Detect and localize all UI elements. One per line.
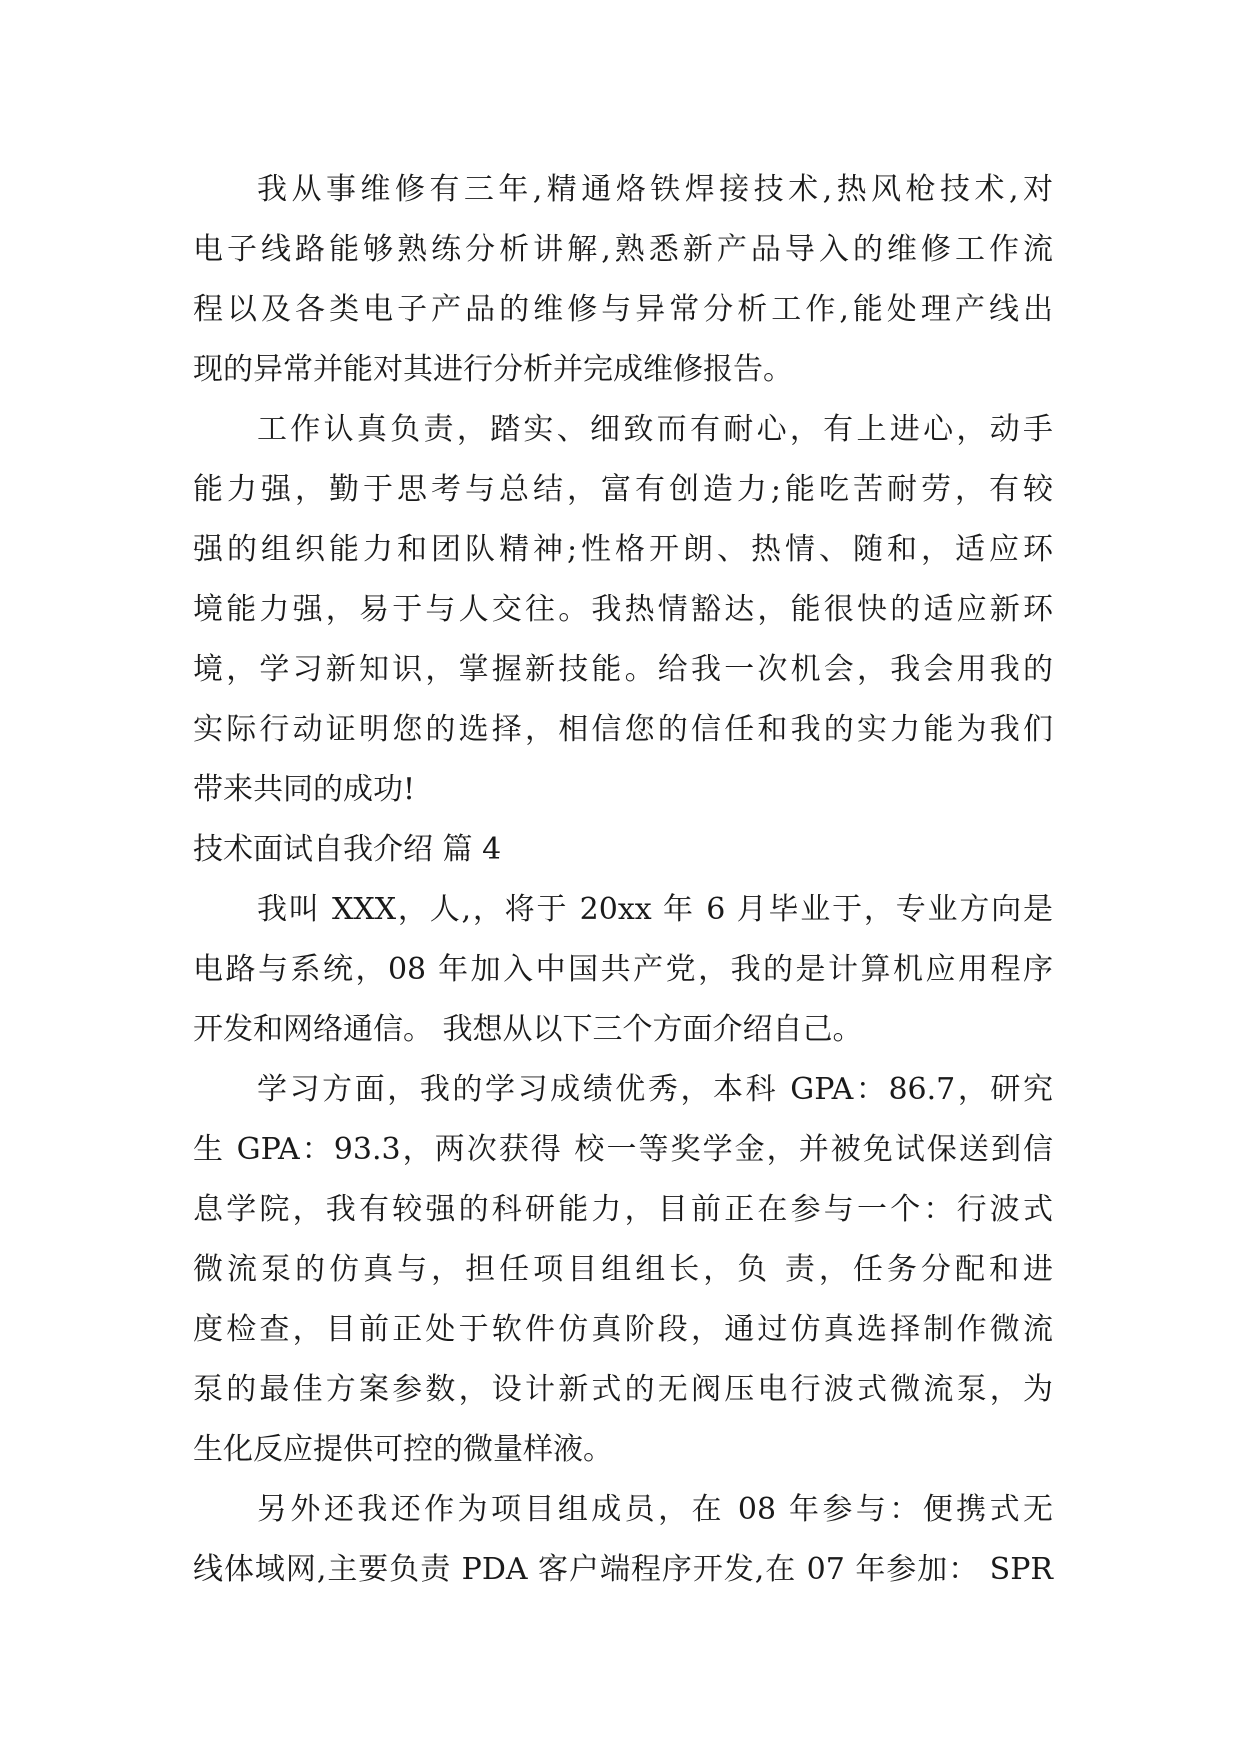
text-line-10: 实际行动证明您的选择，相信您的信任和我的实力能为我们 [193,712,1053,747]
text-line-23: 另外还我还作为项目组成员，在 08 年参与：便携式无 [257,1492,1053,1527]
text-line-2: 电子线路能够熟练分析讲解,熟悉新产品导入的维修工作流 [193,232,1053,267]
text-line-21: 泵的最佳方案参数，设计新式的无阀压电行波式微流泵，为 [193,1372,1053,1407]
text-line-18: 息学院，我有较强的科研能力，目前正在参与一个：行波式 [193,1192,1053,1227]
text-line-5: 工作认真负责，踏实、细致而有耐心，有上进心，动手 [257,412,1053,447]
text-line-8: 境能力强，易于与人交往。我热情豁达，能很快的适应新环 [193,592,1053,627]
text-line-22: 生化反应提供可控的微量样液。 [193,1432,613,1467]
text-line-14: 电路与系统，08 年加入中国共产党，我的是计算机应用程序 [193,952,1053,987]
text-line-24: 线体域网,主要负责 PDA 客户端程序开发,在 07 年参加： SPR [193,1552,1053,1587]
text-line-11: 带来共同的成功! [193,772,416,807]
text-line-20: 度检查，目前正处于软件仿真阶段，通过仿真选择制作微流 [193,1312,1053,1347]
text-line-3: 程以及各类电子产品的维修与异常分析工作,能处理产线出 [193,292,1053,327]
document-body [193,160,1053,1600]
text-line-13: 我叫 XXX，人,，将于 20xx 年 6 月毕业于，专业方向是 [257,892,1053,927]
text-line-15: 开发和网络通信。 我想从以下三个方面介绍自己。 [193,1012,863,1047]
text-line-6: 能力强，勤于思考与总结，富有创造力;能吃苦耐劳，有较 [193,472,1053,507]
text-line-19: 微流泵的仿真与，担任项目组组长，负 责，任务分配和进 [193,1252,1053,1287]
text-line-4: 现的异常并能对其进行分析并完成维修报告。 [193,352,793,387]
text-line-16: 学习方面，我的学习成绩优秀，本科 GPA：86.7，研究 [257,1072,1053,1107]
section-heading: 技术面试自我介绍 篇 4 [193,832,502,867]
text-line-1: 我从事维修有三年,精通烙铁焊接技术,热风枪技术,对 [257,172,1053,207]
text-line-9: 境，学习新知识，掌握新技能。给我一次机会，我会用我的 [193,652,1053,687]
text-line-7: 强的组织能力和团队精神;性格开朗、热情、随和，适应环 [193,532,1053,567]
text-line-17: 生 GPA：93.3，两次获得 校一等奖学金，并被免试保送到信 [193,1132,1053,1167]
